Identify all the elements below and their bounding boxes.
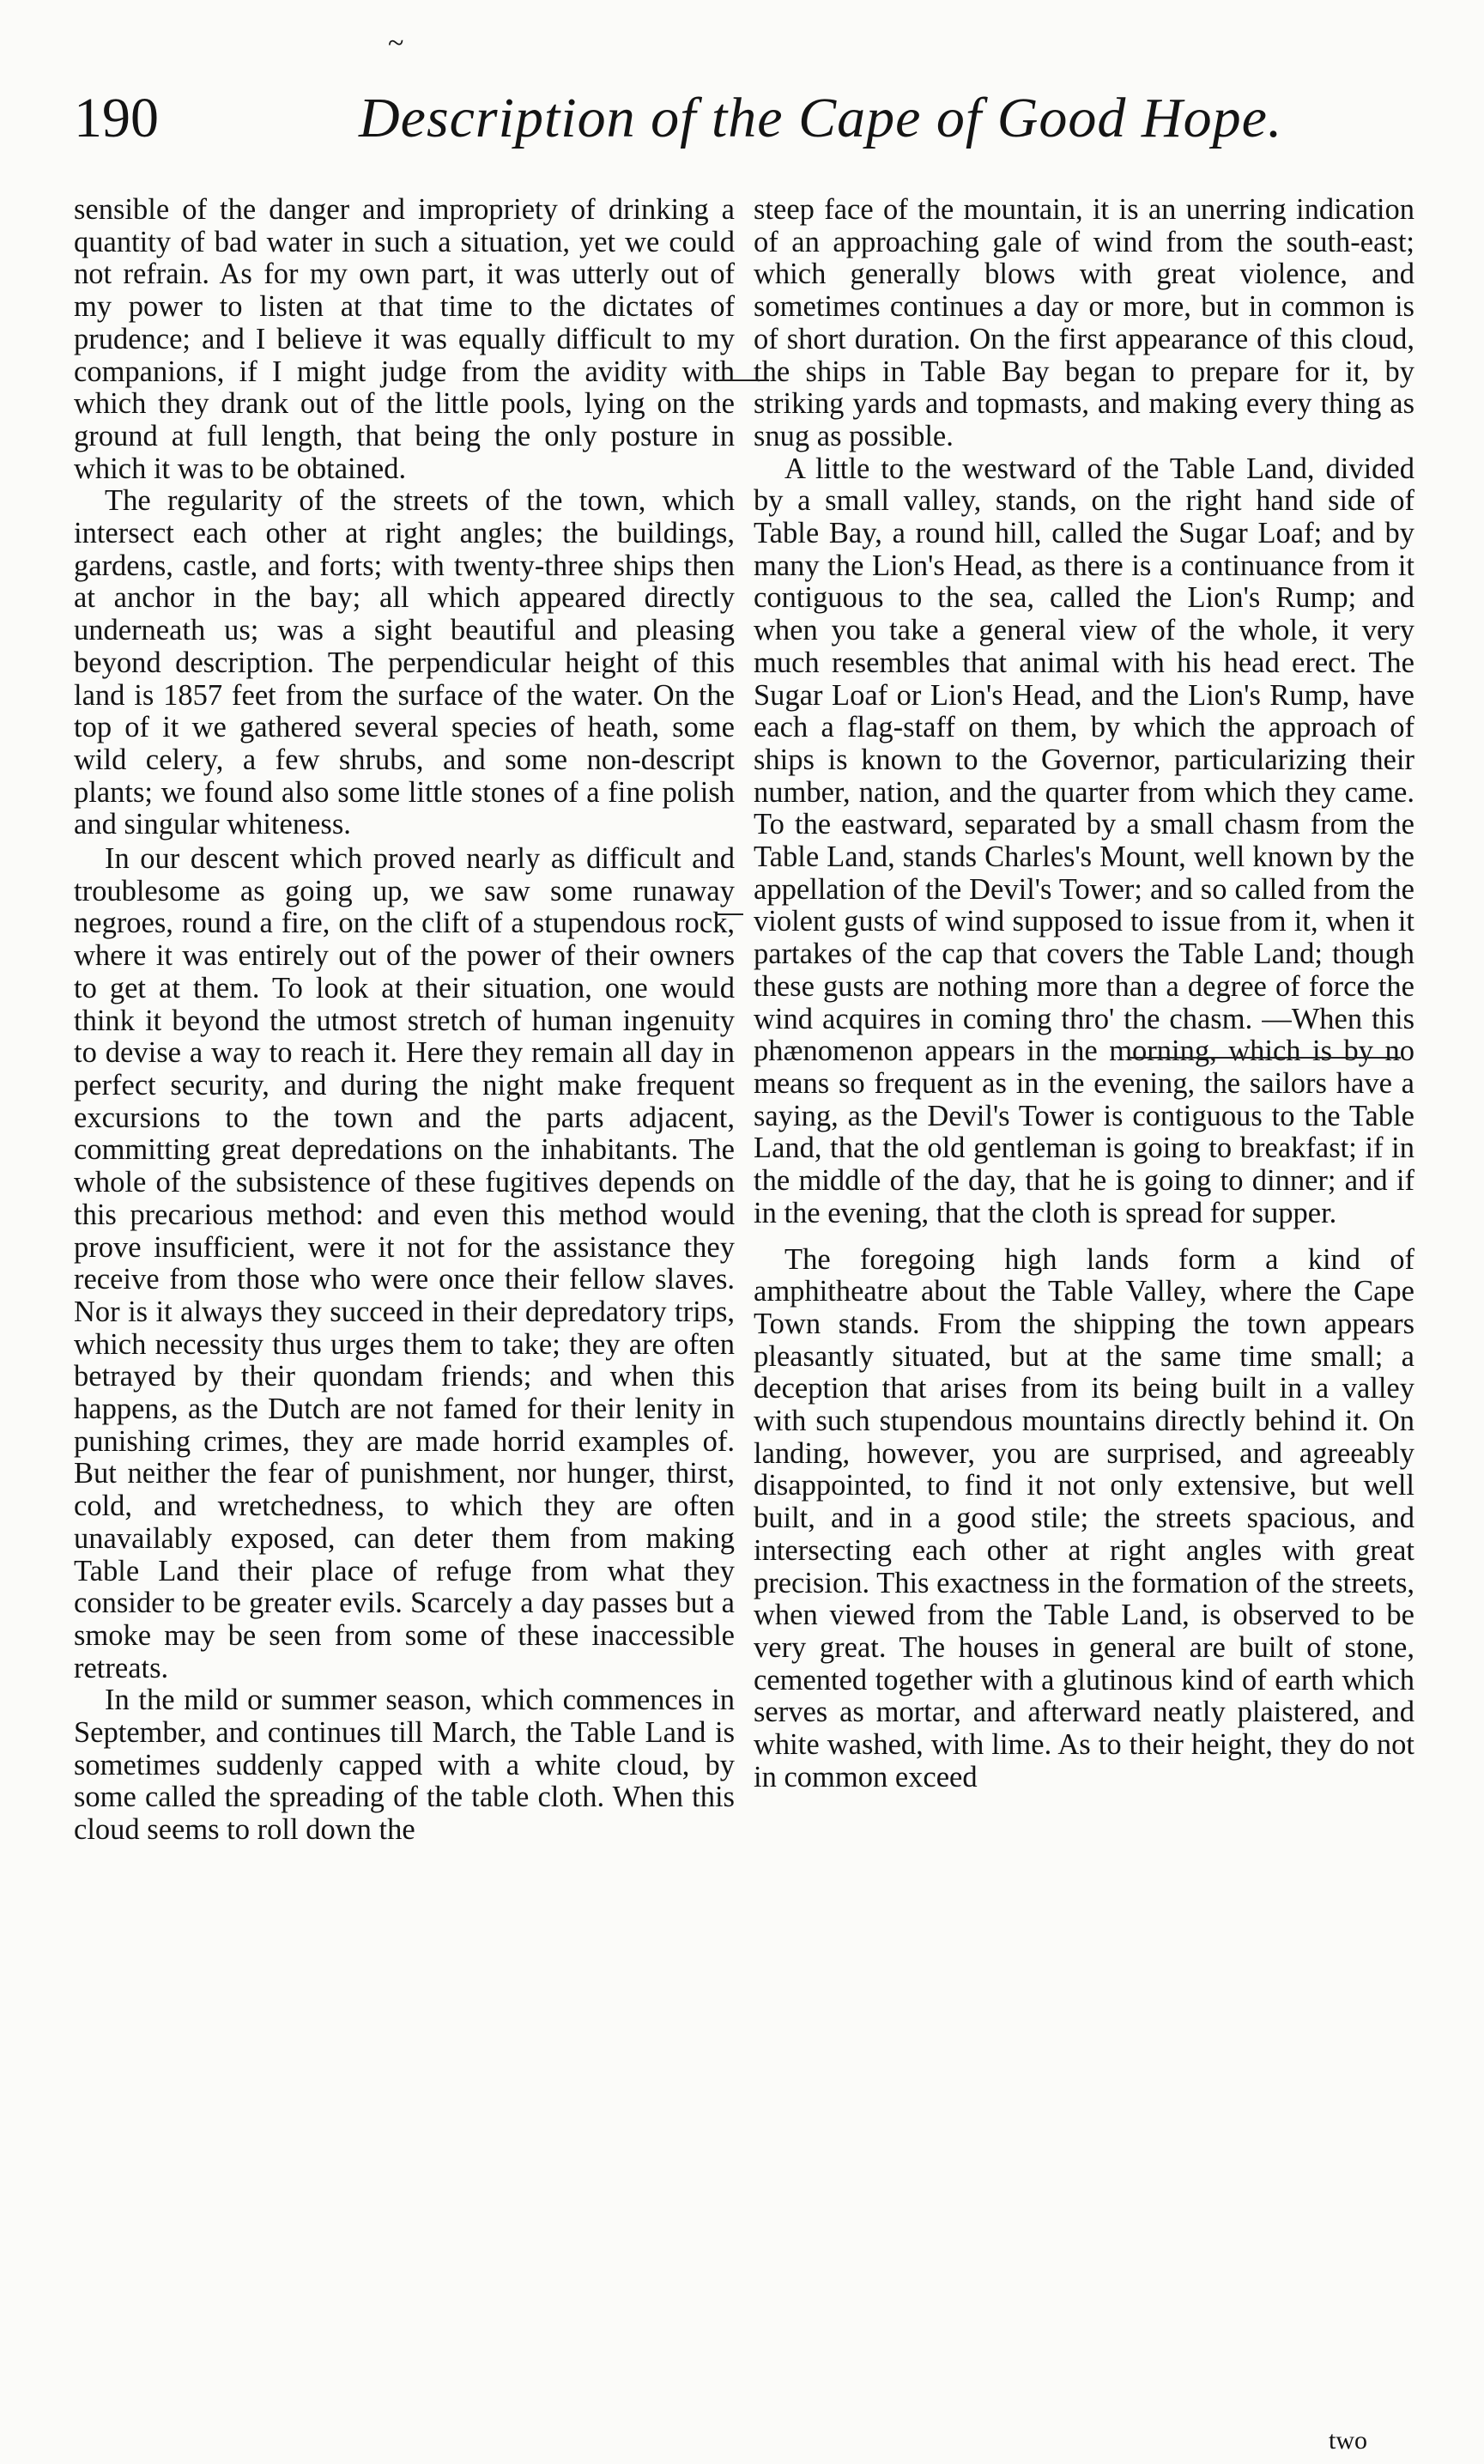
paragraph: In our descent which proved nearly as difficult and troublesome as going up, we saw some runaway negroes, round a fire, on the clift of a stupendous rock, where it was entirely out of the power of their owners to get at them. To look at their situation, one would think it beyond the utmost stretch of human ingenuity to devise a way to reach it. Here they remain all day in perfect security, and during the night make frequent excursions to the town and the parts adjacent, committing great depredations on the inhabitants. The whole of the subsistence of these fugitives depends on this precarious method: and even this method would prove insufficient, were it not for the assistance they receive from those who were once their fellow slaves. Nor is it always they succeed in their depredatory trips, which necessity thus urges them to take; they are often betrayed by their quondam friends; and when this happens, as the Dutch are not famed for their lenity in punishing crimes, they are made horrid examples of. But neither the fear of punishment, nor hunger, thirst, cold, and wretchedness, to which they are often unavailably exposed, can deter them from making Table Land their place of refuge from what they consider to be greater evils. Scarcely a day passes but a smoke may be seen from some of these inaccessible retreats. — [74, 842, 735, 1684]
paragraph: A little to the westward of the Table Land, divided by a small valley, stands, on the right hand side of Table Bay, a round hill, called the Sugar Loaf; and by many the Lion's Head, as there is a continuance from it contiguous to the sea, called the Lion's Rump; and when you take a general view of the whole, it very much resembles that animal with his head erect. The Sugar Loaf or Lion's Head, and the Lion's Rump, have each a flag-staff on them, by which the approach of ships is known to the Governor, particularizing their number, nation, and the quarter from which they came. To the eastward, separated by a small chasm from the Table Land, stands Charles's Mount, well known by the appellation of the Devil's Tower; and so called from the violent gusts of wind supposed to issue from it, when it partakes of the cap that covers the Table Land; though these gusts are nothing more than a degree of force the wind acquires in coming thro' the chasm. —When this phænomenon appears in the morning, which is by no means so frequent as in the evening, the sailors have a saying, as the Devil's Tower is contiguous to the Table Land, that the old gentleman is going to breakfast; if in the middle of the day, that he is going to dinner; and if in the evening, that the cloth is spread for supper. — [754, 452, 1414, 1229]
page-header — [74, 76, 1413, 179]
ink-stroke — [718, 913, 743, 915]
left-column — [74, 194, 735, 1847]
catchword: two — [1329, 2426, 1367, 2455]
paragraph: The regularity of the streets of the town, which intersect each other at right angles; the buildings, gardens, castle, and forts; with twenty-three ships then at anchor in the bay; all which appeared directly underneath us; was a sight beautiful and pleasing beyond description. The perpendicular height of this land is 1857 feet from the surface of the water. On the top of it we gathered several species of heath, some wild celery, a few shrubs, and some non-descript plants; we found also some little stones of a fine polish and singular whiteness. — [74, 484, 735, 841]
paragraph: The foregoing high lands form a kind of amphitheatre about the Table Valley, where the Cape Town stands. From the shipping the town appears pleasantly situated, but at the same time small; a deception that arises from its being built in a valley with such stupendous mountains directly behind it. On landing, however, you are surprised, and agreeably disappointed, to find it not only extensive, but well built, and in a good stile; the streets spacious, and intersecting each other at right angles with great precision. This exactness in the formation of the streets, when viewed from the Table Land, is observed to be very great. The houses in general are built of stone, cemented together with a glutinous kind of earth which serves as mortar, and afterward neatly plaistered, and white washed, with lime. As to their height, they do not in common exceed — [754, 1242, 1414, 1793]
printer-mark: ~ — [388, 27, 404, 59]
page-number: 190 — [74, 87, 159, 149]
ink-stroke — [1130, 1057, 1401, 1059]
right-column — [754, 194, 1414, 1793]
running-title: Description of the Cape of Good Hope. — [359, 87, 1283, 149]
paragraph: sensible of the danger and impropriety of drinking a quantity of bad water in such a situation, yet we could not refrain. As for my own part, it was utterly out of my power to listen at that time to the dictates of prudence; and I believe it was equally difficult to my companions, if I might judge from the avidity with which they drank out of the little pools, lying on the ground at full length, that being the only posture in which it was to be obtained. — [74, 193, 735, 485]
ink-stroke — [718, 379, 769, 381]
paragraph: In the mild or summer season, which commences in September, and continues till March, the Table Land is sometimes suddenly capped with a white cloud, by some called the spreading of the table cloth. When this cloud seems to roll down the — [74, 1684, 735, 1847]
paragraph: steep face of the mountain, it is an unerring indication of an approaching gale of wind from the south-east; which generally blows with great violence, and sometimes continues a day or more, but in common is of short duration. On the first appearance of this cloud, the ships in Table Bay began to prepare for it, by striking yards and topmasts, and making every thing as snug as possible. — [754, 193, 1414, 452]
